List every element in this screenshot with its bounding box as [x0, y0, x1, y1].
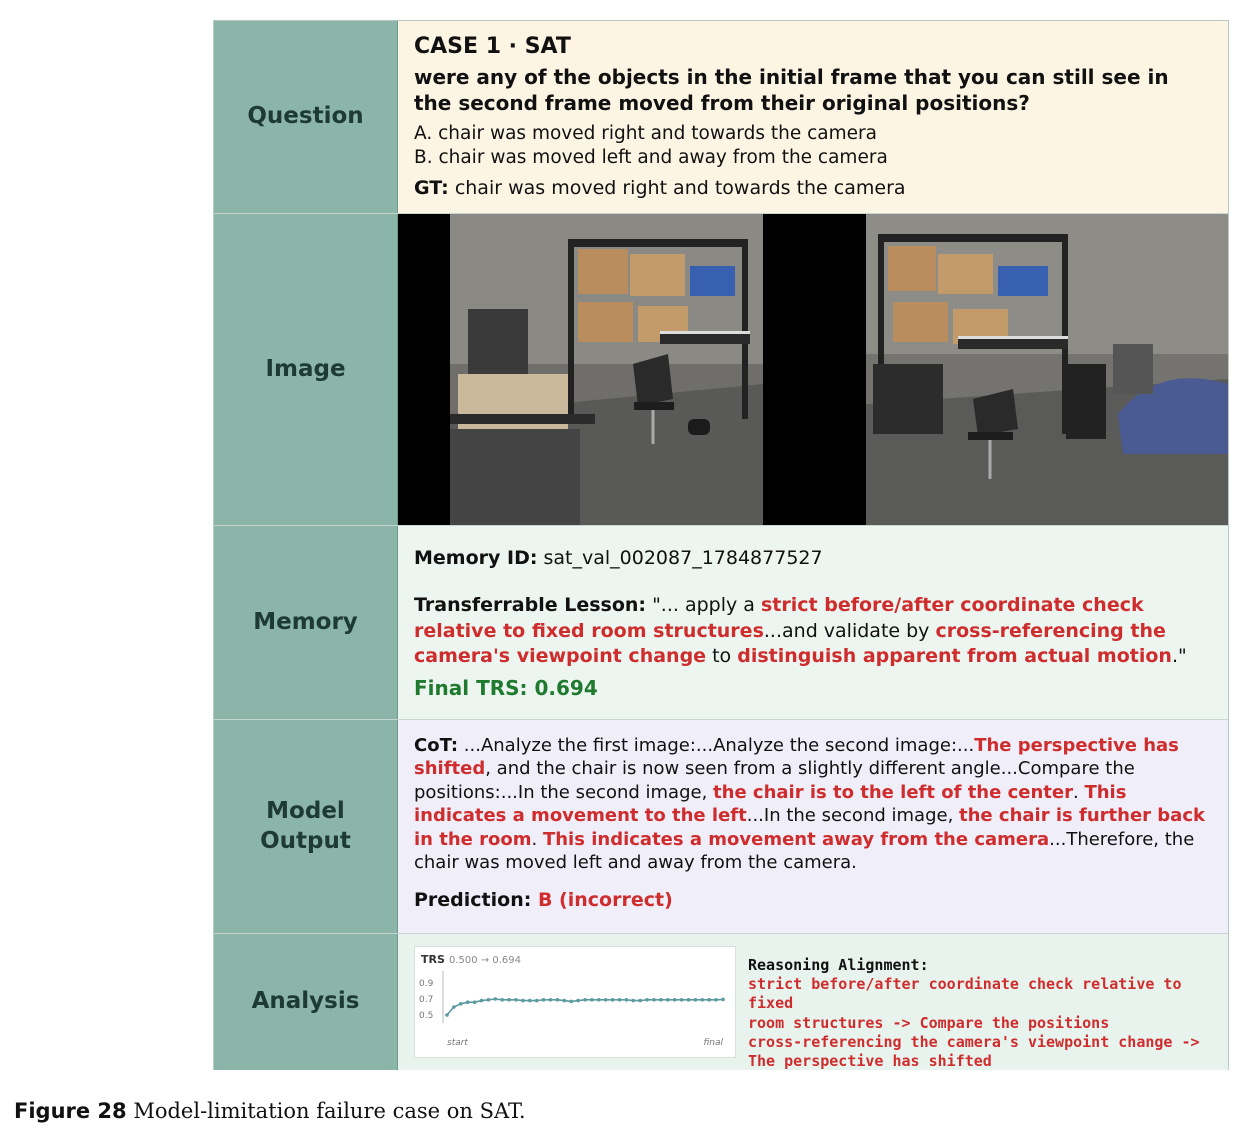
transferrable-lesson	[414, 593, 1212, 669]
trs-point	[714, 998, 718, 1002]
question-label: Question	[214, 21, 398, 213]
trs-point	[507, 998, 511, 1002]
trs-point	[701, 998, 705, 1002]
image-cell	[398, 214, 1228, 525]
lesson-highlight-2: cross-referencing the camera's viewpoint change	[414, 619, 1166, 667]
trs-point	[632, 999, 636, 1003]
option-a: A. chair was moved right and towards the camera	[414, 122, 877, 144]
trs-point	[583, 998, 587, 1002]
trs-point	[625, 998, 629, 1002]
chart-subtitle: 0.500 → 0.694	[449, 955, 521, 966]
lesson-text-3: to	[706, 644, 738, 667]
lesson-text-1: "... apply a	[646, 594, 761, 617]
y-tick-label: 0.9	[419, 979, 434, 989]
question-row	[214, 21, 1228, 214]
trs-point	[563, 999, 567, 1003]
trs-point	[521, 999, 525, 1003]
prediction	[414, 888, 1212, 913]
y-tick-label: 0.5	[419, 1011, 434, 1021]
memory-id-label: Memory ID:	[414, 547, 538, 569]
second-frame-photo	[866, 214, 1228, 525]
cot-part-3: .	[1072, 781, 1085, 803]
cot-text	[414, 734, 1212, 874]
case-title: CASE 1 · SAT	[414, 34, 571, 59]
trs-point	[611, 998, 615, 1002]
trs-point	[673, 998, 677, 1002]
trs-point	[480, 999, 484, 1003]
memory-cell	[398, 526, 1228, 719]
cot-part-2: , and the chair is now seen from a slightly different angle...Compare the positions:...In the second image,	[414, 758, 1135, 803]
trs-point	[721, 998, 725, 1002]
memory-label: Memory	[214, 526, 398, 719]
x-tick-label: final	[703, 1038, 723, 1048]
lesson-text-4: ."	[1171, 644, 1187, 667]
trs-point	[473, 1000, 477, 1004]
trs-chart	[414, 946, 736, 1058]
caption-text: Model-limitation failure case on SAT.	[126, 1099, 526, 1123]
trs-point	[652, 998, 656, 1002]
lesson-label: Transferrable Lesson:	[414, 594, 647, 617]
trs-point	[549, 998, 553, 1002]
cot-highlight-2: the chair is to the left of the center	[713, 781, 1073, 803]
prediction-value: B (incorrect)	[531, 889, 673, 912]
cot-part-4: ...In the second image,	[746, 805, 960, 827]
cot-highlight-5: This indicates a movement away from the camera	[542, 828, 1050, 850]
ground-truth	[414, 176, 1212, 201]
trs-point	[597, 998, 601, 1002]
image-label: Image	[214, 214, 398, 525]
analysis-row	[214, 934, 1228, 1070]
lesson-text-2: ...and validate by	[763, 619, 936, 642]
memory-id	[414, 546, 1212, 571]
reasoning-alignment	[748, 956, 1218, 1070]
option-b: B. chair was moved left and away from the camera	[414, 146, 888, 168]
memory-id-value: sat_val_002087_1784877527	[537, 547, 823, 569]
cot-part-5: .	[531, 828, 543, 850]
alignment-line: cross-referencing the camera's viewpoint change ->	[748, 1032, 1200, 1051]
trs-point	[666, 998, 670, 1002]
trs-point	[687, 998, 691, 1002]
trs-point	[556, 998, 560, 1002]
gt-label: GT:	[414, 176, 449, 199]
cot-highlight-4: the chair is further back in the room	[414, 805, 1205, 850]
trs-point	[569, 1000, 573, 1004]
trs-point	[590, 998, 594, 1002]
prediction-label: Prediction:	[414, 889, 532, 912]
image-row	[214, 214, 1228, 526]
trs-point	[542, 998, 546, 1002]
chart-title: TRS	[421, 953, 445, 966]
frame-photos	[398, 214, 1228, 525]
trs-point	[459, 1002, 463, 1006]
lesson-highlight-3: distinguish apparent from actual motion	[737, 644, 1172, 667]
model-output-label-line1: Model	[266, 797, 345, 824]
lesson-highlight-1: strict before/after coordinate check relative to fixed room structures	[414, 594, 1144, 642]
first-frame-photo	[450, 214, 763, 525]
trs-point	[466, 1000, 470, 1004]
x-tick-label: start	[447, 1038, 468, 1048]
gt-value: chair was moved right and towards the camera	[448, 176, 906, 199]
alignment-line: strict before/after coordinate check relative to fixed	[748, 975, 1182, 1013]
trs-point	[494, 997, 498, 1001]
trs-point	[707, 998, 711, 1002]
case-table	[213, 20, 1229, 1070]
cot-highlight-3: This indicates a movement to the left	[414, 781, 1127, 827]
cot-highlight-1: The perspective has shifted	[414, 735, 1179, 780]
trs-point	[604, 998, 608, 1002]
y-tick-label: 0.7	[419, 995, 434, 1005]
analysis-cell	[398, 934, 1228, 1070]
trs-point	[500, 998, 504, 1002]
output-row	[214, 720, 1228, 934]
alignment-line: room structures -> Compare the positions	[748, 1013, 1110, 1032]
trs-point	[452, 1005, 456, 1009]
output-cell	[398, 720, 1228, 933]
trs-point	[528, 999, 532, 1003]
question-cell	[398, 21, 1228, 213]
question-text: were any of the objects in the initial frame that you can still see in the second frame moved from their original positions?	[414, 64, 1169, 115]
trs-point	[487, 998, 491, 1002]
trs-point	[576, 999, 580, 1003]
memory-row	[214, 526, 1228, 720]
trs-point	[680, 998, 684, 1002]
cot-label: CoT:	[414, 735, 459, 756]
trs-point	[445, 1013, 449, 1017]
cot-part-6: ...Therefore, the chair was moved left and away from the camera.	[414, 828, 1195, 873]
analysis-label: Analysis	[214, 934, 398, 1070]
trs-point	[638, 999, 642, 1003]
trs-point	[535, 999, 539, 1003]
trs-point	[618, 998, 622, 1002]
trs-point	[514, 998, 518, 1002]
cot-part-1: ...Analyze the first image:...Analyze the second image:...	[458, 735, 975, 756]
final-trs: Final TRS: 0.694	[414, 676, 598, 701]
trs-point	[645, 998, 649, 1002]
alignment-line: The perspective has shifted	[748, 1051, 992, 1070]
figure-number: Figure 28	[14, 1099, 127, 1123]
trs-chart-svg	[415, 947, 735, 1057]
trs-point	[694, 998, 698, 1002]
figure-caption	[14, 1099, 526, 1123]
model-output-label-line2: Output	[260, 827, 351, 854]
alignment-header: Reasoning Alignment:	[748, 956, 929, 974]
trs-point	[659, 998, 663, 1002]
model-output-label	[214, 720, 398, 933]
